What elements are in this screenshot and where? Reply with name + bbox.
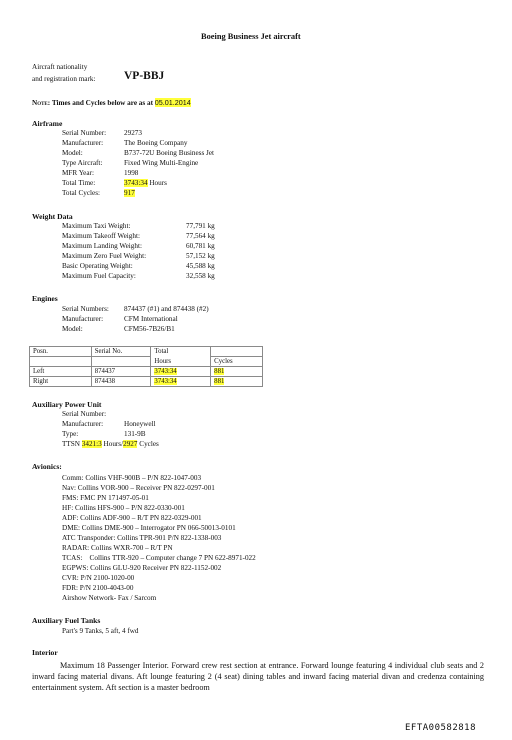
cell-hours: 3743:34 xyxy=(151,377,211,387)
interior-heading: Interior xyxy=(32,648,58,657)
subheader-blank xyxy=(91,357,151,367)
header-posn: Posn. xyxy=(30,347,92,357)
weight-heading: Weight Data xyxy=(32,212,73,221)
apu-section xyxy=(62,410,312,452)
weight-section xyxy=(62,222,262,284)
engines-row: Model: CFM56-7B26/B1 xyxy=(62,325,175,333)
header-hours: Hours xyxy=(151,357,211,367)
weight-row: Basic Operating Weight: 45,588 kg xyxy=(62,262,215,270)
header-cycles: Cycles xyxy=(211,357,263,367)
airframe-total-time: Total Time: 3743:34 Hours xyxy=(62,179,167,187)
total-time-value: 3743:34 xyxy=(124,179,148,187)
list-item: EGPWS: Collins GLU-920 Receiver PN 822-1152-002 xyxy=(62,564,222,572)
airframe-row: MFR Year: 1998 xyxy=(62,169,139,177)
list-item: Nav: Collins VOR-900 – Receiver PN 822-0297-001 xyxy=(62,484,215,492)
list-item: RADAR: Collins WXR-700 – R/T PN xyxy=(62,544,173,552)
apu-type-row: Type: 131-9B xyxy=(62,430,146,438)
table-subheader-row xyxy=(30,357,263,367)
airframe-row: Model: B737-72U Boeing Business Jet xyxy=(62,149,215,157)
engines-row: Serial Numbers: 874437 (#1) and 874438 (#2) xyxy=(62,305,209,313)
list-item: DME: Collins DME-900 – Interrogator PN 066-50013-0101 xyxy=(62,524,236,532)
weight-row: Maximum Zero Fuel Weight: 57,152 kg xyxy=(62,252,215,260)
cell-serial: 874438 xyxy=(91,377,151,387)
airframe-row: Manufacturer: The Boeing Company xyxy=(62,139,188,147)
fuel-tanks-text: Part's 9 Tanks, 5 aft, 4 fwd xyxy=(62,627,139,635)
cell-cycles: 881 xyxy=(211,377,263,387)
cell-posn: Right xyxy=(30,377,92,387)
cell-posn: Left xyxy=(30,367,92,377)
table-row xyxy=(30,367,263,377)
header-serial: Serial No. xyxy=(91,347,151,357)
cell-serial: 874437 xyxy=(91,367,151,377)
apu-heading: Auxiliary Power Unit xyxy=(32,400,102,409)
engine-times-table xyxy=(29,346,263,387)
list-item: ATC Transponder: Collins TPR-901 P/N 822-1338-003 xyxy=(62,534,222,542)
page-title: Boeing Business Jet aircraft xyxy=(201,32,301,41)
cell-cycles: 881 xyxy=(211,367,263,377)
airframe-row: Serial Number: 29273 xyxy=(62,129,142,137)
avionics-heading: Avionics: xyxy=(32,462,62,471)
weight-row: Maximum Fuel Capacity: 32,558 kg xyxy=(62,272,215,280)
airframe-row: Type Aircraft: Fixed Wing Multi-Engine xyxy=(62,159,199,167)
apu-ttsn-row: TTSN 3421:3 Hours/2927 Cycles xyxy=(62,440,159,448)
subheader-blank xyxy=(30,357,92,367)
weight-row: Maximum Taxi Weight: 77,791 kg xyxy=(62,222,215,230)
apu-serial-row: Serial Number: xyxy=(62,410,107,418)
list-item: ADF: Collins ADF-900 – R/T PN 822-0329-001 xyxy=(62,514,202,522)
list-item: Airshow Network- Fax / Sarcom xyxy=(62,594,157,602)
total-cycles-value: 917 xyxy=(124,189,135,197)
airframe-total-cycles: Total Cycles: 917 xyxy=(62,189,135,197)
fuel-tanks-heading: Auxiliary Fuel Tanks xyxy=(32,616,101,625)
weight-row: Maximum Landing Weight: 60,781 kg xyxy=(62,242,215,250)
cell-hours: 3743:34 xyxy=(151,367,211,377)
airframe-section xyxy=(62,129,312,204)
list-item: Comm: Collins VHF-900B – P/N 822-1047-003 xyxy=(62,474,202,482)
header-total: Total xyxy=(151,347,211,357)
weight-row: Maximum Takeoff Weight: 77,564 kg xyxy=(62,232,215,240)
document-id: EFTA00582818 xyxy=(405,723,477,733)
list-item: CVR: P/N 2100-1020-00 xyxy=(62,574,135,582)
avionics-list xyxy=(62,474,362,606)
list-item: TCAS: Collins TTR-920 – Computer change 7 PN 622-8971-022 xyxy=(62,554,256,562)
table-header-row xyxy=(30,347,263,357)
list-item: HF: Collins HFS-900 – P/N 822-0330-001 xyxy=(62,504,185,512)
header-blank xyxy=(211,347,263,357)
engines-section xyxy=(62,305,312,337)
apu-ttsn-hours: 3421:3 xyxy=(81,440,102,448)
note-date: 05.01.2014 xyxy=(154,98,191,107)
registration-label-line2: and registration mark: xyxy=(32,75,96,83)
engines-heading: Engines xyxy=(32,294,58,303)
list-item: FMS: FMC PN 171497-05-01 xyxy=(62,494,149,502)
table-row xyxy=(30,377,263,387)
registration-label-line1: Aircraft nationality xyxy=(32,63,88,71)
note-lead: Note: xyxy=(32,99,51,107)
apu-ttsn-cycles: 2927 xyxy=(123,440,138,448)
note-text: Times and Cycles below are as at xyxy=(51,99,153,107)
engines-row: Manufacturer: CFM International xyxy=(62,315,178,323)
apu-manufacturer-row: Manufacturer: Honeywell xyxy=(62,420,156,428)
interior-text: Maximum 18 Passenger Interior. Forward crew rest section at entrance. Forward lounge featuring 4 individual club seats and 2 inward facing material divans. Aft lounge featuring 2 (4 seat) dining tables and inward facing material divan and credenza containing entertainment system. Aft section is a master bedroom xyxy=(32,661,484,692)
airframe-heading: Airframe xyxy=(32,119,63,128)
note-line xyxy=(32,98,191,108)
registration-mark: VP-BBJ xyxy=(124,70,165,82)
list-item: FDR: P/N 2100-4043-00 xyxy=(62,584,134,592)
